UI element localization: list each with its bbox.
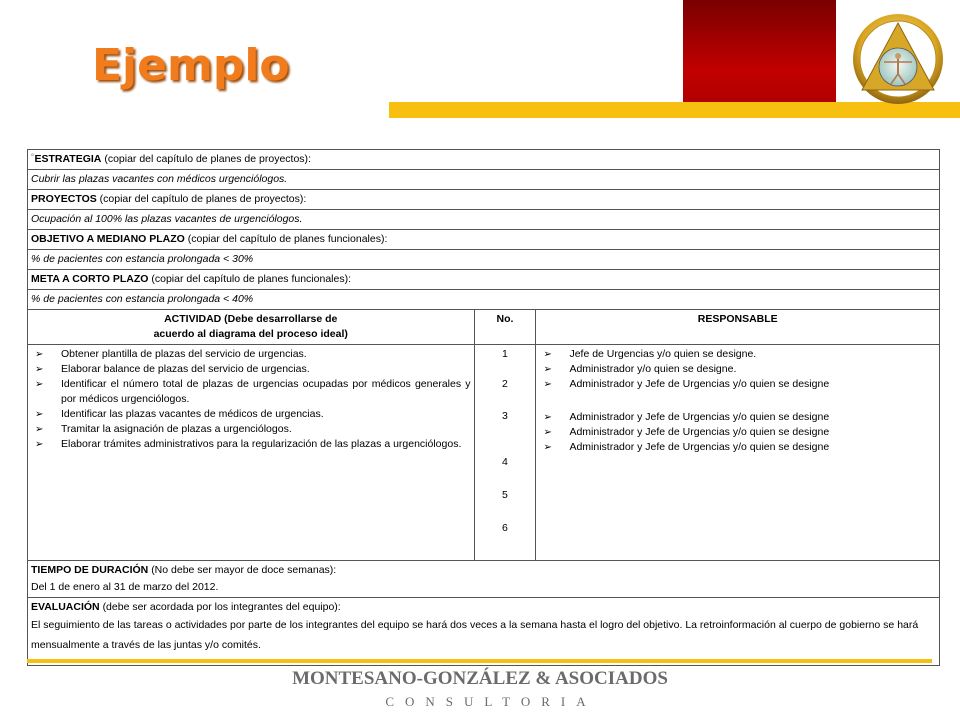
objetivo-value-row	[28, 250, 940, 270]
proyectos-value-row	[28, 210, 940, 230]
list-item: ➢ Tramitar la asignación de plazas a urgenciólogos.	[35, 423, 292, 435]
number-item: 3	[502, 410, 508, 422]
arrow-bullet-icon: ➢	[543, 364, 552, 375]
objetivo-note: (copiar del capítulo de planes funcionales):	[187, 233, 388, 245]
list-item: ➢ Identificar las plazas vacantes de médicos de urgencias.	[35, 408, 324, 420]
red-banner-block	[683, 0, 836, 102]
tiempo-note: (No debe ser mayor de doce semanas):	[151, 564, 337, 576]
list-item: ➢ Administrador y Jefe de Urgencias y/o quien se designe	[543, 378, 830, 390]
list-item: ➢ Elaborar trámites administrativos para la regularización de las plazas a urgenciólogos.	[35, 438, 462, 450]
numeros-cell	[474, 345, 536, 561]
page-title: Ejemplo	[92, 40, 290, 91]
vitruvian-man-triangle-logo-icon	[851, 12, 945, 106]
meta-value: % de pacientes con estancia prolongada < 40%	[28, 290, 940, 310]
objetivo-header-row	[28, 230, 940, 250]
list-item: ➢ Elaborar balance de plazas del servicio de urgencias.	[35, 363, 310, 375]
proyectos-header-row	[28, 190, 940, 210]
company-tagline: CONSULTORIA	[385, 694, 597, 709]
list-item: ➢ Administrador y/o quien se designe.	[543, 363, 737, 375]
no-column-header: No.	[474, 310, 536, 345]
arrow-bullet-icon: ➢	[35, 379, 44, 390]
arrow-bullet-icon: ➢	[35, 349, 44, 360]
list-item: ➢ Obtener plantilla de plazas del servicio de urgencias.	[35, 348, 307, 360]
list-item: ➢ Jefe de Urgencias y/o quien se designe.	[543, 348, 757, 360]
list-item: ➢ Administrador y Jefe de Urgencias y/o quien se designe	[543, 426, 830, 438]
arrow-bullet-icon: ➢	[543, 379, 552, 390]
estrategia-value: Cubrir las plazas vacantes con médicos urgenciólogos.	[28, 170, 940, 190]
tiempo-value: Del 1 de enero al 31 de marzo del 2012.	[31, 581, 219, 593]
column-header-row	[28, 310, 940, 345]
number-item: 4	[502, 456, 508, 468]
arrow-bullet-icon: ➢	[35, 409, 44, 420]
objetivo-label: OBJETIVO A MEDIANO PLAZO	[31, 233, 185, 245]
proyectos-note: (copiar del capítulo de planes de proyectos):	[99, 193, 307, 205]
estrategia-label: ESTRATEGIA	[34, 153, 102, 165]
list-item: ➢ Administrador y Jefe de Urgencias y/o quien se designe	[543, 411, 830, 423]
evaluacion-label: EVALUACIÓN	[31, 601, 100, 613]
meta-label: META A CORTO PLAZO	[31, 273, 149, 285]
list-item: ➢ Identificar el número total de plazas de urgencias ocupadas por médicos generales y por médicos urgenciólogos.	[35, 378, 471, 405]
company-name: MONTESANO-GONZÁLEZ & ASOCIADOS	[292, 668, 668, 689]
responsable-column-header: RESPONSABLE	[536, 310, 940, 345]
estrategia-value-row	[28, 170, 940, 190]
meta-value-row	[28, 290, 940, 310]
list-item: ➢ Administrador y Jefe de Urgencias y/o quien se designe	[543, 441, 830, 453]
estrategia-note: (copiar del capítulo de planes de proyectos):	[104, 153, 311, 165]
number-item: 1	[502, 348, 508, 360]
arrow-bullet-icon: ➢	[543, 412, 552, 423]
arrow-bullet-icon: ➢	[543, 349, 552, 360]
tiempo-label: TIEMPO DE DURACIÓN	[31, 564, 149, 576]
number-item: 6	[502, 522, 508, 534]
actividades-cell	[28, 345, 475, 561]
responsables-cell	[536, 345, 940, 561]
meta-header-row	[28, 270, 940, 290]
arrow-bullet-icon: ➢	[35, 439, 44, 450]
proyectos-label: PROYECTOS	[31, 193, 97, 205]
plan-table	[27, 149, 940, 666]
arrow-bullet-icon: ➢	[35, 364, 44, 375]
objetivo-value: % de pacientes con estancia prolongada < 30%	[28, 250, 940, 270]
number-item: 2	[502, 378, 508, 390]
footer-accent-line	[27, 659, 932, 663]
estrategia-header-row: ˚ESTRATEGIA (copiar del capítulo de planes de proyectos):	[28, 150, 940, 170]
actividad-header-line2: acuerdo al diagrama del proceso ideal)	[153, 328, 348, 340]
proyectos-value: Ocupación al 100% las plazas vacantes de urgenciólogos.	[28, 210, 940, 230]
activities-row	[28, 345, 940, 561]
arrow-bullet-icon: ➢	[543, 442, 552, 453]
arrow-bullet-icon: ➢	[543, 427, 552, 438]
actividad-header-line1: ACTIVIDAD (Debe desarrollarse de	[164, 313, 338, 325]
meta-note: (copiar del capítulo de planes funcionales):	[151, 273, 351, 285]
evaluacion-value: El seguimiento de las tareas o actividades por parte de los integrantes del equipo se hará dos veces a la semana hasta el logro del objetivo. La retroinformación al cuerpo de gobierno se hará mensualmente a través de las juntas y/o comités.	[31, 619, 919, 651]
arrow-bullet-icon: ➢	[35, 424, 44, 435]
evaluacion-note: (debe ser acordada por los integrantes del equipo):	[102, 601, 341, 613]
number-item: 5	[502, 489, 508, 501]
actividad-column-header	[28, 310, 475, 345]
evaluacion-row	[28, 598, 940, 666]
tiempo-row	[28, 561, 940, 598]
